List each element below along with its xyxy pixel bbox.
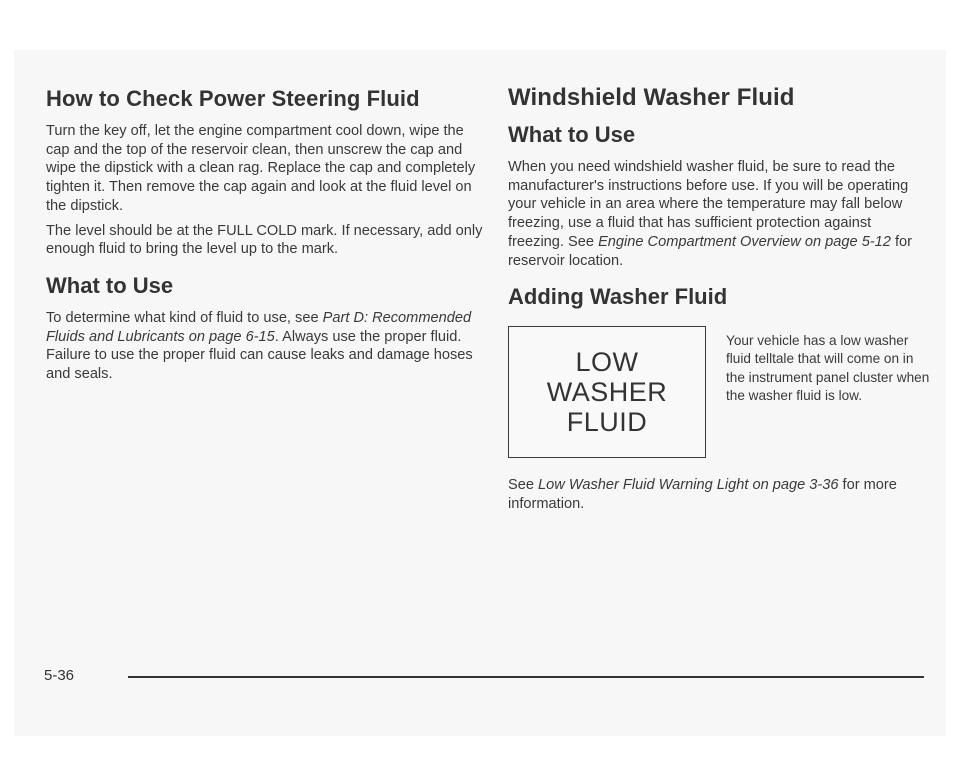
- washer-fluid-heading: Windshield Washer Fluid: [508, 84, 795, 111]
- warning-light-reference: Low Washer Fluid Warning Light on page 3-36: [538, 477, 839, 494]
- telltale-desc-text: Your vehicle has a low washer fluid telltale that will come on in the instrument panel cluster when the washer fluid is low.: [726, 333, 930, 403]
- telltale-line-1: LOW: [575, 347, 639, 378]
- telltale-line-2: WASHER: [546, 377, 668, 408]
- page-number: 5-36: [44, 667, 75, 684]
- power-steering-para-1: Turn the key off, let the engine compartment cool down, wipe the cap and the top of the reservoir clean, then unscrew the cap and wipe the dipstick with a clean rag. Replace the cap and completely tighten it. Then remove the cap again and look at the fluid level on the dipstick.: [46, 123, 476, 214]
- what-to-use-heading-right: What to Use: [508, 122, 636, 147]
- right-column: [508, 84, 928, 514]
- power-steering-para-3: [46, 309, 486, 384]
- para2-pre: See: [508, 477, 539, 494]
- para2-post: for more information.: [508, 477, 897, 512]
- telltale-line-3: FLUID: [566, 407, 648, 438]
- footer-rule: [128, 676, 924, 678]
- low-washer-fluid-telltale: [508, 326, 706, 458]
- para3-pre: To determine what kind of fluid to use, see: [46, 309, 323, 326]
- para1-pre: When you need windshield washer fluid, be sure to read the manufacturer's instructions before use. If you will be operating your vehicle in an area where the temperature may fall below freezing, use a fluid that has sufficient protection against freezing. See: [508, 159, 909, 250]
- part-d-reference: Part D: Recommended Fluids and Lubricants on page 6-15: [46, 309, 472, 345]
- washer-telltale-row: [508, 326, 928, 476]
- para3-post: . Always use the proper fluid. Failure to use the proper fluid can cause leaks and damage hoses and seals.: [46, 328, 473, 383]
- what-to-use-heading-left: What to Use: [46, 272, 174, 298]
- power-steering-heading: How to Check Power Steering Fluid: [46, 86, 420, 111]
- telltale-description: [726, 332, 932, 405]
- engine-compartment-reference: Engine Compartment Overview on page 5-12: [598, 233, 891, 250]
- left-column: [46, 86, 486, 384]
- adding-washer-fluid-heading: Adding Washer Fluid: [508, 284, 728, 310]
- warning-light-para: [508, 476, 928, 513]
- power-steering-para-2: The level should be at the FULL COLD mark. If necessary, add only enough fluid to bring the level up to the mark.: [46, 222, 483, 258]
- para1-post: for reservoir location.: [508, 233, 913, 269]
- washer-what-to-use-para: [508, 158, 928, 270]
